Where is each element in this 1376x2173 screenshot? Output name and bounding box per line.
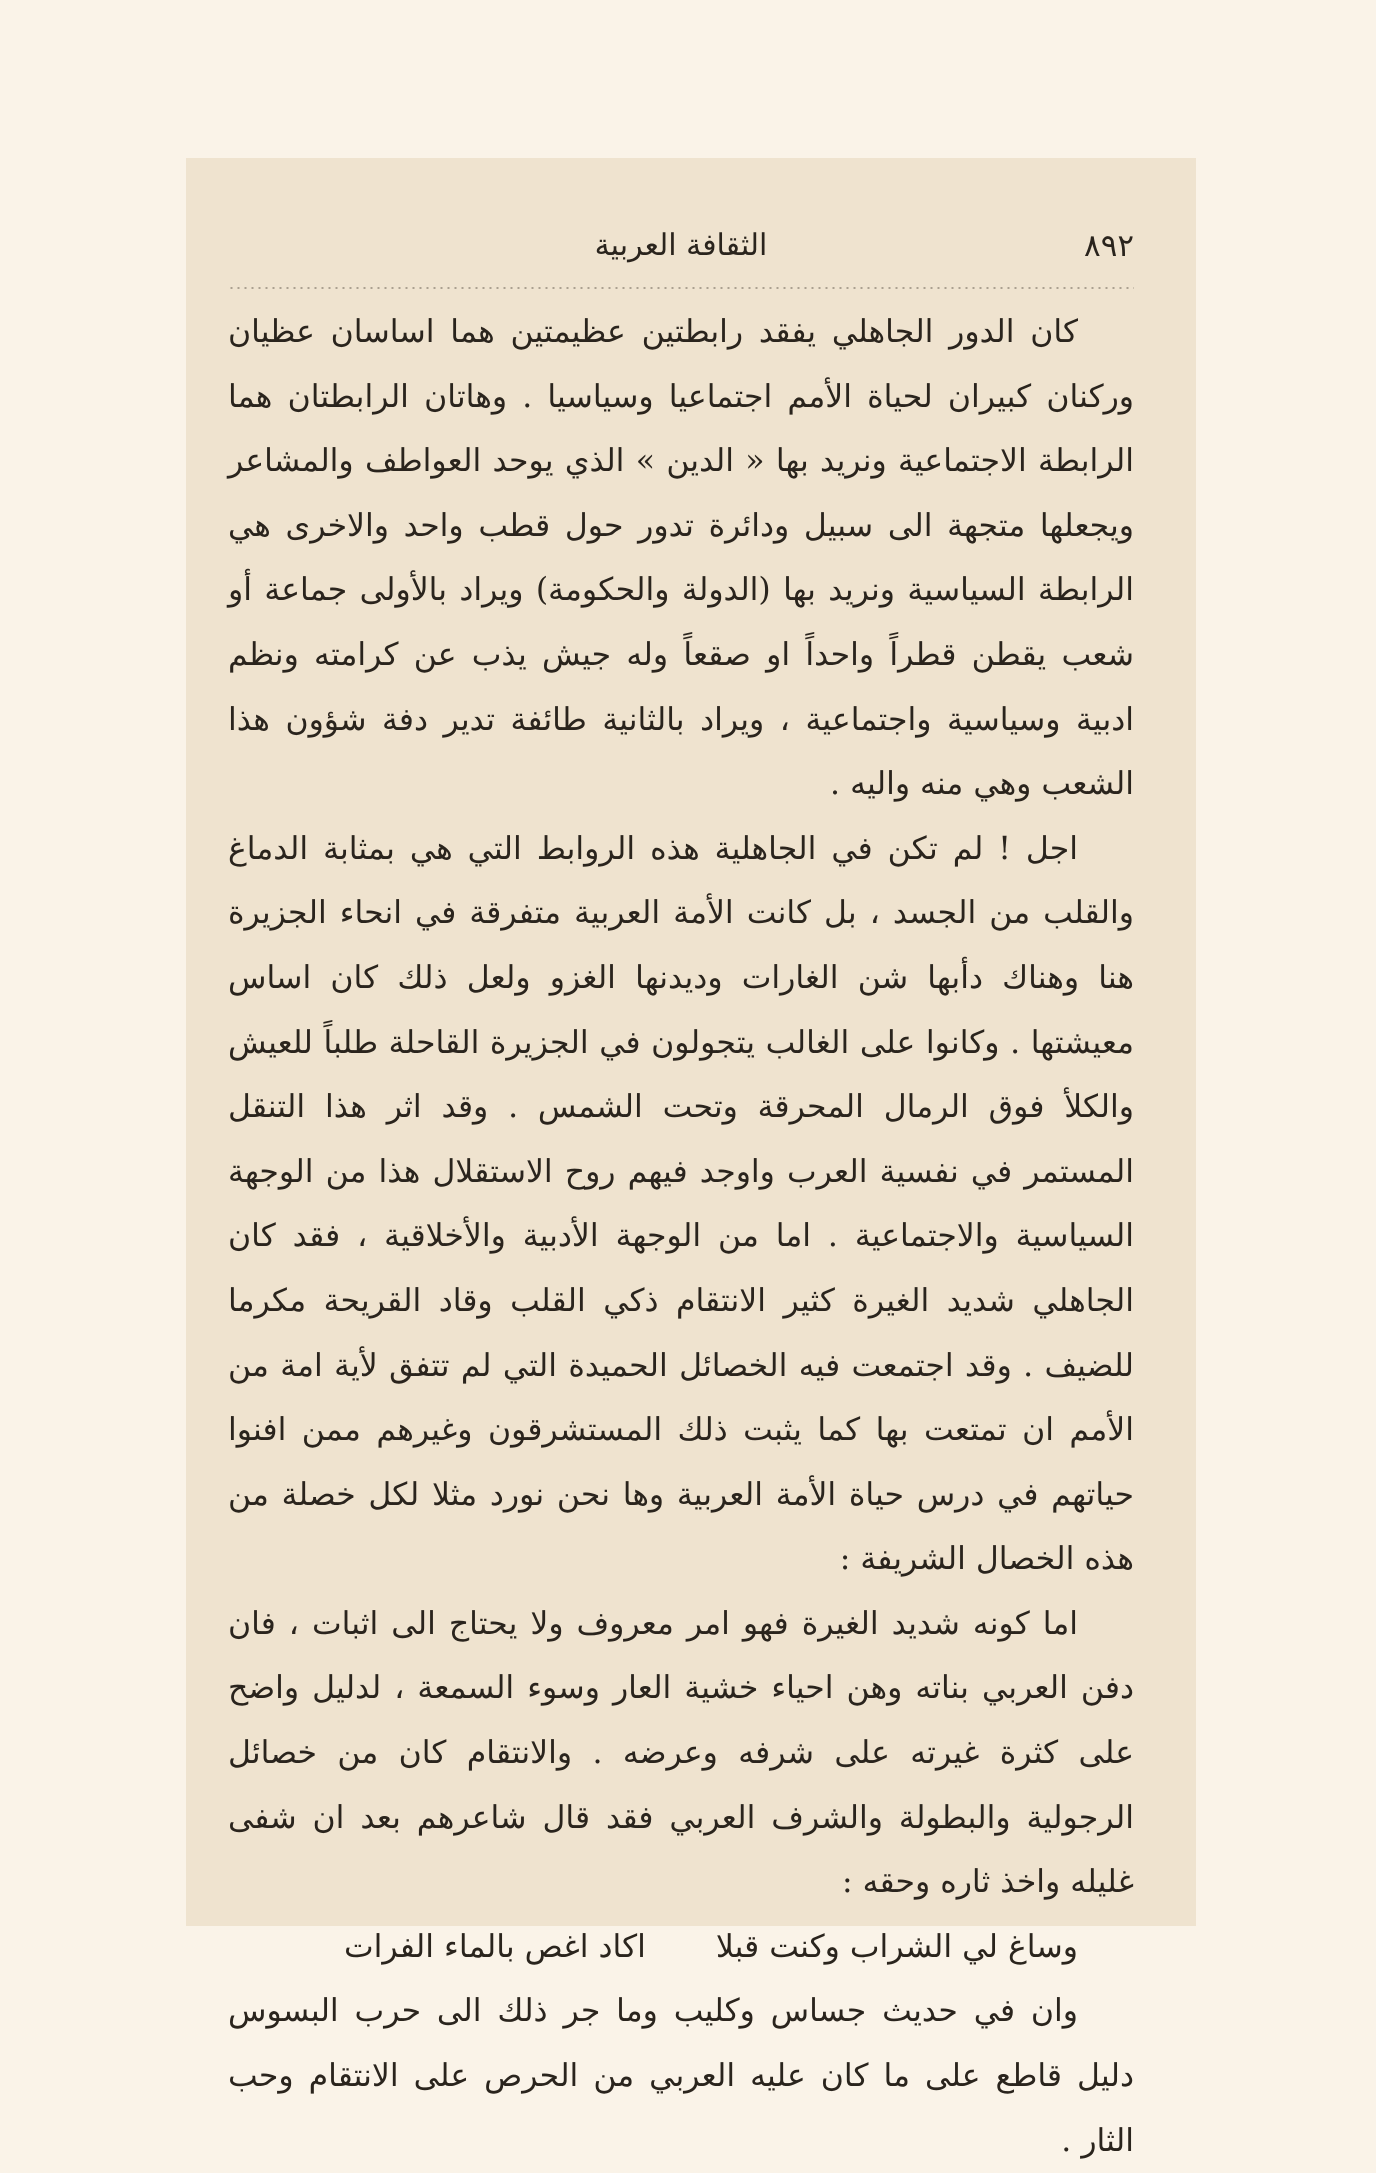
body-text: [228, 300, 1134, 1915]
paragraph-3: اما كونه شديد الغيرة فهو امر معروف ولا يحتاج الى اثبات ، فان دفن العربي بناته وهن احياء خشية العار وسوء السمعة ، لدليل واضح على كثرة غيرته على شرفه وعرضه . والانتقام كان من خصائل الرجولية والبطولة والشرف العربي فقد قال شاعرهم بعد ان شفى غليله واخذ ثاره وحقه :: [228, 1605, 1134, 1901]
running-title: الثقافة العربية: [594, 228, 768, 263]
verse-second-hemistich: اكاد اغص بالماء الفرات: [343, 1928, 646, 1965]
running-head: [228, 224, 1134, 278]
verse-first-hemistich: وساغ لي الشراب وكنت قبلا: [715, 1928, 1078, 1965]
header-rule: [228, 284, 1134, 292]
paragraph-2: اجل ! لم تكن في الجاهلية هذه الروابط التي هي بمثابة الدماغ والقلب من الجسد ، بل كانت الأمة العربية متفرقة في انحاء الجزيرة هنا وهناك دأبها شن الغارات وديدنها الغزو ولعل ذلك كان اساس معيشتها . وكانوا على الغالب يتجولون في الجزيرة القاحلة طلباً للعيش والكلأ فوق الرمال المحرقة وتحت الشمس . وقد اثر هذا التنقل المستمر في نفسية العرب واوجد فيهم روح الاستقلال هذا من الوجهة السياسية والاجتماعية . اما من الوجهة الأدبية والأخلاقية ، فقد كان الجاهلي شديد الغيرة كثير الانتقام ذكي القلب وقاد القريحة مكرما للضيف . وقد اجتمعت فيه الخصائل الحميدة التي لم تتفق لأية امة من الأمم ان تمتعت بها كما يثبت ذلك المستشرقون وغيرهم ممن افنوا حياتهم في درس حياة الأمة العربية وها نحن نورد مثلا لكل خصلة من هذه الخصال الشريفة :: [228, 830, 1134, 1578]
verse-line: [228, 1915, 1134, 1980]
paragraph-1: كان الدور الجاهلي يفقد رابطتين عظيمتين هما اساسان عظيان وركنان كبيران لحياة الأمم اجتماعيا وسياسيا . وهاتان الرابطتان هما الرابطة الاجتماعية ونريد بها « الدين » الذي يوحد العواطف والمشاعر ويجعلها متجهة الى سبيل ودائرة تدور حول قطب واحد والاخرى هي الرابطة السياسية ونريد بها (الدولة والحكومة) ويراد بالأولى جماعة أو شعب يقطن قطراً واحداً او صقعاً وله جيش يذب عن كرامته ونظم ادبية وسياسية واجتماعية ، ويراد بالثانية طائفة تدير دفة شؤون هذا الشعب وهي منه واليه .: [228, 314, 1134, 803]
paragraph-4: وان في حديث جساس وكليب وما جر ذلك الى حرب البسوس دليل قاطع على ما كان عليه العربي من الحرص على الانتقام وحب الثار .: [228, 1993, 1134, 2159]
page-number: ٨٩٢: [1084, 228, 1134, 264]
book-page: [186, 158, 1196, 2159]
closing-text: [228, 1979, 1134, 2173]
